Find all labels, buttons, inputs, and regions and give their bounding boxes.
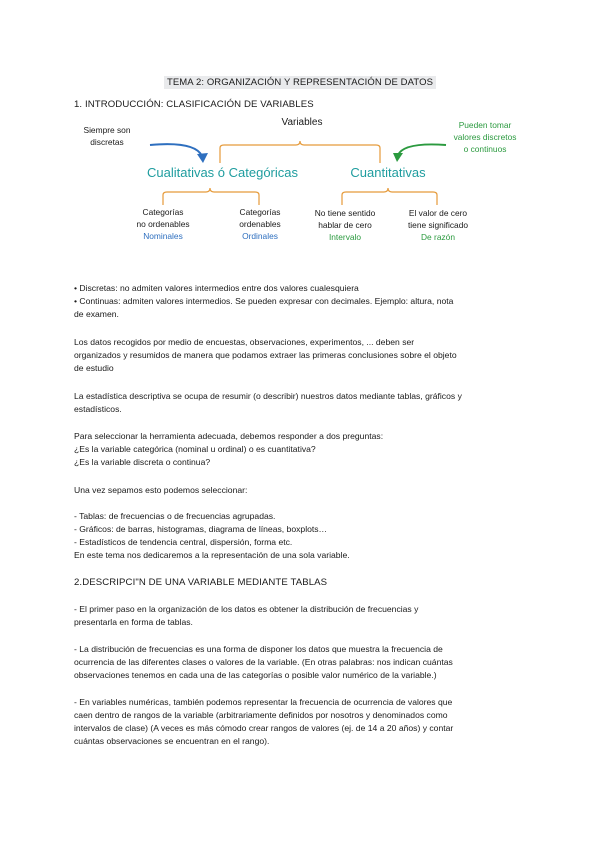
note-right	[440, 119, 530, 155]
list-item: - Gráficos: de barras, histogramas, diagrama de líneas, boxplots…	[74, 524, 328, 534]
paragraph-line: de estudio	[74, 363, 114, 373]
qual-child-ordinal	[220, 206, 300, 242]
paragraph-line: ocurrencia de las diferentes clases o valores de la variable. (En otras palabras: nos indican cuántas	[74, 657, 453, 667]
quant-child-line: hablar de cero	[318, 220, 372, 230]
paragraph-line: caen dentro de rangos de la variable (arbitrariamente definidos por nosotros y denominados como	[74, 710, 448, 720]
blue-arrow-line	[150, 144, 202, 156]
note-right-line: o continuos	[463, 144, 507, 154]
note-right-line: valores discretos	[453, 132, 517, 142]
definition-continuous-cont: de examen.	[74, 309, 119, 319]
question-line: ¿Es la variable categórica (nominal u ordinal) o es cuantitativa?	[74, 444, 316, 454]
definitions-block	[74, 282, 532, 321]
paragraph-line: organizados y resumidos de manera que podamos extraer las primeras conclusiones sobre el objeto	[74, 350, 457, 360]
qualitative-label: Cualitativas ó Categóricas	[146, 165, 299, 180]
quant-child-line: tiene significado	[407, 220, 469, 230]
section2-heading: 2.DESCRIPCI"N DE UNA VARIABLE MEDIANTE TABLAS	[74, 577, 328, 588]
blue-arrow-head	[197, 153, 208, 163]
paragraph-line: Una vez sepamos esto podemos seleccionar:	[74, 485, 248, 495]
paragraph-line: presentarla en forma de tablas.	[74, 617, 193, 627]
note-right-line: Pueden tomar	[458, 120, 512, 130]
qual-child-line: Categorías	[142, 207, 184, 217]
qualitative-brace	[163, 188, 259, 205]
paragraph-line: - La distribución de frecuencias es una forma de disponer los datos que muestra la frecuencia de	[74, 644, 443, 654]
qual-child-nominal	[118, 206, 208, 242]
note-left	[72, 124, 142, 148]
page-title	[0, 72, 600, 90]
paragraph-data-collection	[74, 336, 532, 375]
paragraph-line: - El primer paso en la organización de los datos es obtener la distribución de frecuencias y	[74, 604, 419, 614]
paragraph-line: En este tema nos dedicaremos a la representación de una sola variable.	[74, 550, 350, 560]
paragraph-descriptive-stats	[74, 390, 532, 416]
paragraph-select	[74, 484, 532, 497]
ratio-type: De razón	[421, 232, 455, 242]
quant-child-line: No tiene sentido	[314, 208, 376, 218]
definition-discrete: • Discretas: no admiten valores intermedios entre dos valores cualesquiera	[74, 283, 359, 293]
definition-continuous: • Continuas: admiten valores intermedios. Se pueden expresar con decimales. Ejemplo: altura, nota	[74, 296, 454, 306]
quantitative-brace	[342, 188, 437, 205]
paragraph-line: observaciones tenemos en cada una de las categorías o posible valor numérico de la variable.)	[74, 670, 437, 680]
paragraph-line: Los datos recogidos por medio de encuestas, observaciones, experimentos, ... deben ser	[74, 337, 415, 347]
quant-child-ratio	[393, 207, 483, 243]
paragraph-line: La estadística descriptiva se ocupa de resumir (o describir) nuestros datos mediante tablas, gráficos y	[74, 391, 462, 401]
paragraph-line: - En variables numéricas, también podemos representar la frecuencia de ocurrencia de valores que	[74, 697, 453, 707]
quant-child-interval	[300, 207, 390, 243]
quant-child-line: El valor de cero	[408, 208, 468, 218]
qual-child-line: no ordenables	[136, 219, 190, 229]
paragraph-line: Para seleccionar la herramienta adecuada, debemos responder a dos preguntas:	[74, 431, 384, 441]
paragraph-questions	[74, 430, 532, 469]
quantitative-label: Cuantitativas	[350, 165, 426, 180]
list-item: - Tablas: de frecuencias o de frecuencias agrupadas.	[74, 511, 276, 521]
paragraph-line: intervalos de clase) (A veces es más cómodo crear rangos de valores (ej. de 14 a 20 años) y contar	[74, 723, 454, 733]
note-left-line: Siempre son	[83, 125, 131, 135]
tools-list	[74, 510, 532, 562]
list-item: - Estadísticos de tendencia central, dispersión, forma etc.	[74, 537, 293, 547]
section2-paragraph-1	[74, 603, 532, 629]
green-arrow-head	[393, 153, 403, 162]
qual-child-line: Categorías	[239, 207, 281, 217]
paragraph-line: estadísticos.	[74, 404, 122, 414]
note-left-line: discretas	[90, 137, 124, 147]
ordinal-type: Ordinales	[242, 231, 278, 241]
page-title-text: TEMA 2: ORGANIZACIÓN Y REPRESENTACIÓN DE DATOS	[164, 76, 436, 89]
qual-child-line: ordenables	[239, 219, 281, 229]
green-arrow-line	[398, 144, 446, 155]
paragraph-line: cuántas observaciones se encuentran en el rango).	[74, 736, 270, 746]
nominal-type: Nominales	[143, 231, 183, 241]
variables-root-label: Variables	[281, 117, 323, 128]
interval-type: Intervalo	[328, 232, 362, 242]
section2-paragraph-2	[74, 643, 532, 682]
question-line: ¿Es la variable discreta o continua?	[74, 457, 211, 467]
section2-paragraph-3	[74, 696, 532, 748]
section1-heading: 1. INTRODUCCIÓN: CLASIFICACIÓN DE VARIABLES	[74, 99, 314, 110]
variables-brace	[220, 141, 380, 163]
